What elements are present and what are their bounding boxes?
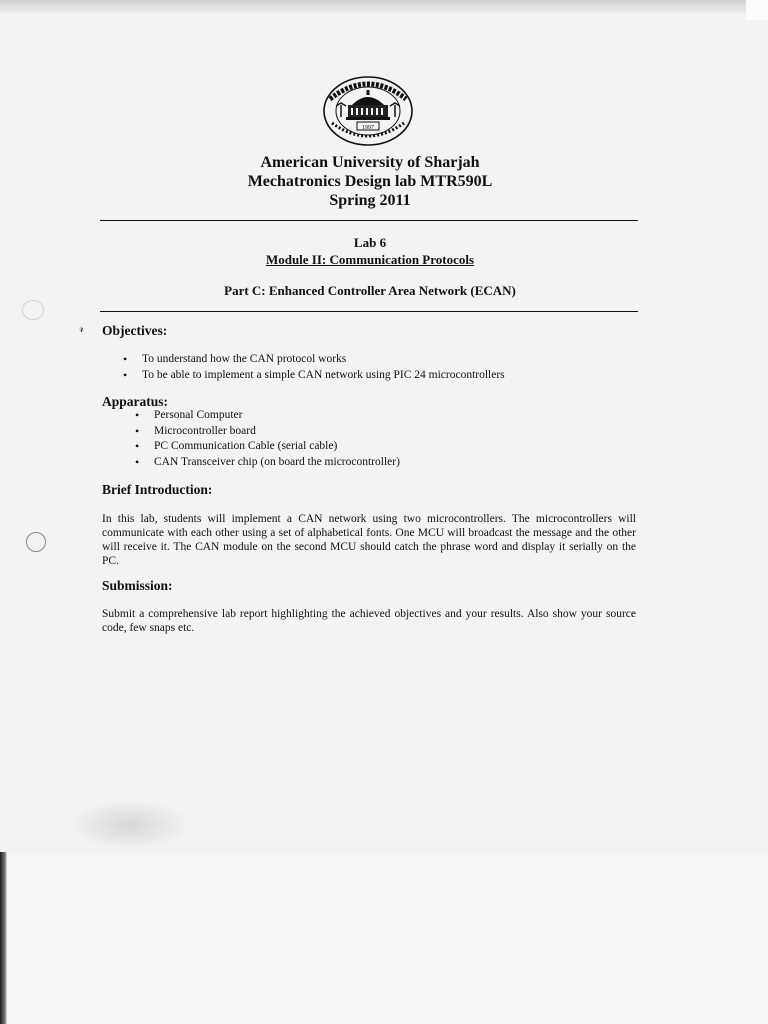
part-title: Part C: Enhanced Controller Area Network (ECAN) <box>224 283 516 298</box>
submission-heading: Submission: <box>102 578 173 593</box>
scan-left-edge <box>0 852 7 1024</box>
apparatus-heading: Apparatus: <box>102 394 169 409</box>
objectives-list <box>120 352 505 383</box>
page-lower-blank <box>0 855 768 1024</box>
module-title: Module II: Communication Protocols <box>265 252 475 267</box>
document-title <box>100 153 640 210</box>
scan-corner <box>746 0 768 20</box>
university-seal-icon <box>322 75 414 147</box>
lab-number: Lab 6 <box>353 235 387 250</box>
punch-hole-upper <box>22 300 44 320</box>
divider-bottom <box>100 311 638 312</box>
semester: Spring 2011 <box>329 192 411 209</box>
submission-text: Submit a comprehensive lab report highlighting the achieved objectives and your results. Also show your source code, few snaps etc. <box>102 608 636 634</box>
list-item: • Microcontroller board <box>132 424 400 440</box>
course-name: Mechatronics Design lab MTR590L <box>247 173 493 190</box>
lab-heading <box>100 234 640 268</box>
scan-speck: 𝓇 <box>79 321 85 335</box>
introduction-heading: Brief Introduction: <box>102 482 213 497</box>
objectives-heading: Objectives: <box>102 323 168 338</box>
university-name: American University of Sharjah <box>260 154 480 171</box>
list-item: • To understand how the CAN protocol works <box>120 352 505 368</box>
list-item: • Personal Computer <box>132 408 400 424</box>
scan-smudge <box>70 800 190 850</box>
apparatus-list <box>132 408 400 470</box>
introduction-text: In this lab, students will implement a CAN network using two microcontrollers. The microcontrollers will communicate with each other using a set of alphabetical fonts. One MCU will broadcast the message and the other will receive it. The CAN module on the second MCU should catch the phrase word and display it serially on the PC. <box>102 513 636 567</box>
list-item: • PC Communication Cable (serial cable) <box>132 439 400 455</box>
list-item: • CAN Transceiver chip (on board the microcontroller) <box>132 455 400 471</box>
list-item: • To be able to implement a simple CAN network using PIC 24 microcontrollers <box>120 368 505 384</box>
punch-hole-lower <box>26 532 46 552</box>
divider-top <box>100 220 638 221</box>
svg-text:1997: 1997 <box>362 125 374 131</box>
scan-top-edge <box>0 0 768 14</box>
